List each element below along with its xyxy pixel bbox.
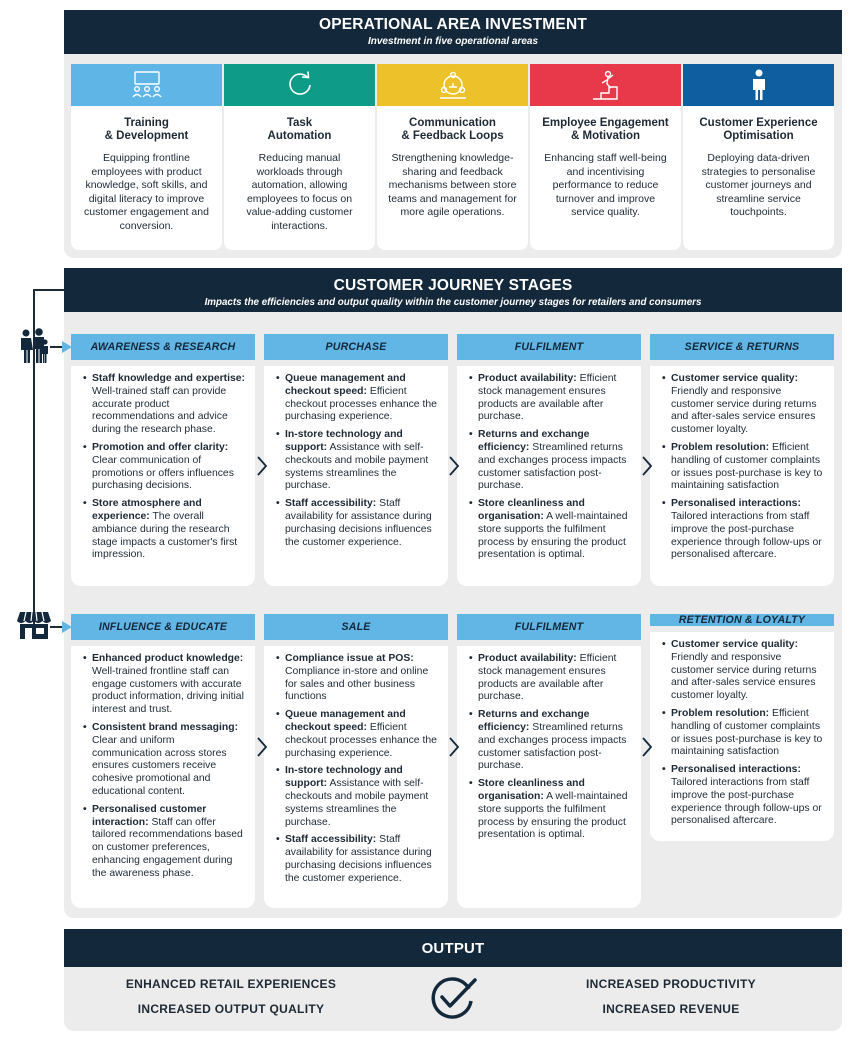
stage-item xyxy=(465,709,633,773)
item-text: Tailored interactions from staff improve the post-purchase experience through follow-ups or personalised aftercare. xyxy=(671,510,822,561)
output-enhanced-experiences: ENHANCED RETAIL EXPERIENCES xyxy=(125,977,337,991)
area-title-text: Task Automation xyxy=(267,117,332,142)
item-text: Streamlined returns and exchanges process impacts customer satisfaction post-purchase. xyxy=(478,721,627,772)
item-label: Queue management and checkout speed: xyxy=(285,709,406,733)
stage-items xyxy=(465,373,633,562)
stage-item xyxy=(465,653,633,704)
stage-title: SALE xyxy=(264,614,448,640)
stage-item xyxy=(79,442,247,493)
item-text: A well-maintained store supports the fulfilment process by ensuring the product presentation is optimal. xyxy=(478,790,628,841)
item-label: Problem resolution: xyxy=(671,707,770,719)
area-title xyxy=(377,117,528,142)
stage-items xyxy=(272,653,440,886)
item-text: Efficient handling of customer complaints or issues post-purchase is key to maintaining satisfaction xyxy=(671,441,823,492)
chevron-right-icon xyxy=(642,456,652,476)
area-card xyxy=(224,64,375,250)
stage-item xyxy=(465,498,633,562)
stage-body xyxy=(650,632,834,841)
area-description: Equipping frontline employees with product knowledge, soft skills, and digital literacy to improve customer engagement and conversion. xyxy=(84,152,209,232)
stage-item xyxy=(79,498,247,562)
area-description: Strengthening knowledge-sharing and feedback mechanisms between store teams and management for more agile operations. xyxy=(388,152,517,219)
stage-card xyxy=(71,614,255,908)
item-label: Product availability: xyxy=(478,653,577,664)
stage-card xyxy=(457,614,641,908)
area-title xyxy=(224,117,375,142)
stage-item xyxy=(658,708,826,759)
stage-item xyxy=(272,765,440,829)
item-label: Customer service quality: xyxy=(671,639,799,650)
item-label: Store atmosphere and experience: xyxy=(92,498,202,522)
stage-body xyxy=(264,366,448,586)
area-icon-box xyxy=(530,64,681,106)
climbing-stairs-icon xyxy=(591,69,621,101)
item-text: Staff availability for assistance during purchasing decisions influences the customer experience. xyxy=(285,834,432,884)
area-card xyxy=(71,64,222,250)
investment-header xyxy=(64,10,842,54)
item-text: Efficient stock management ensures products are available after purchase. xyxy=(478,373,617,423)
stage-item xyxy=(272,834,440,885)
item-label: In-store technology and support: xyxy=(285,765,403,790)
stage-item xyxy=(272,653,440,704)
stage-title: FULFILMENT xyxy=(457,614,641,640)
item-text: Well-trained staff can provide accurate product recommendations and advice during the research phase. xyxy=(92,385,228,436)
item-text: Efficient handling of customer complaints or issues post-purchase is key to maintaining satisfaction xyxy=(671,707,823,758)
output-title: OUTPUT xyxy=(421,940,485,957)
output-increased-productivity: INCREASED PRODUCTIVITY xyxy=(586,977,756,991)
item-label: Returns and exchange efficiency: xyxy=(478,709,590,733)
item-text: Well-trained frontline staff can engage customers with accurate product information, driving initial interest and trust. xyxy=(92,665,244,716)
item-label: Problem resolution: xyxy=(671,441,770,453)
item-text: Staff availability for assistance during purchasing decisions influences the customer experience. xyxy=(285,498,432,548)
chevron-right-icon xyxy=(449,456,459,476)
refresh-arrow-icon xyxy=(285,70,315,100)
item-label: Promotion and offer clarity: xyxy=(92,441,229,453)
area-description: Enhancing staff well-being and incentivising performance to reduce turnover and improve service quality. xyxy=(544,152,667,219)
item-text: Efficient stock management ensures products are available after purchase. xyxy=(478,653,617,703)
area-card xyxy=(377,64,528,250)
investment-areas xyxy=(71,64,834,250)
area-icon-box xyxy=(224,64,375,106)
investment-title: OPERATIONAL AREA INVESTMENT xyxy=(318,16,588,33)
stage-item xyxy=(272,498,440,549)
journey-subtitle: Impacts the efficiencies and output quality within the customer journey stages for retailers and consumers xyxy=(204,297,702,308)
stage-body xyxy=(264,646,448,908)
stage-body xyxy=(650,366,834,586)
training-people-icon xyxy=(130,71,164,99)
item-label: Staff accessibility: xyxy=(285,498,377,510)
item-text: Staff can offer tailored recommendations based on customer preferences, enhancing engagement during the awareness phase. xyxy=(92,816,243,879)
area-card xyxy=(530,64,681,250)
item-text: Efficient checkout processes enhance the purchasing experience. xyxy=(285,721,437,759)
chevron-right-icon xyxy=(449,737,459,757)
item-text: Efficient checkout processes enhance the purchasing experience. xyxy=(285,385,437,423)
item-label: Personalised interactions: xyxy=(671,764,801,776)
stage-card xyxy=(457,334,641,586)
area-title xyxy=(683,117,834,142)
consumers-family-icon xyxy=(17,328,51,364)
item-label: Queue management and checkout speed: xyxy=(285,373,406,397)
stage-title: FULFILMENT xyxy=(457,334,641,360)
store-icon xyxy=(17,610,51,640)
stage-title: SERVICE & RETURNS xyxy=(650,334,834,360)
item-text: Tailored interactions from staff improve the post-purchase experience through follow-ups or personalised aftercare. xyxy=(671,776,822,827)
item-text: Clear communication of promotions or offers influences purchasing decisions. xyxy=(92,454,234,492)
stage-card xyxy=(71,334,255,586)
item-label: Customer service quality: xyxy=(671,373,799,384)
stage-card xyxy=(650,334,834,586)
stage-body xyxy=(457,646,641,908)
area-title xyxy=(530,117,681,142)
area-title-text: Employee Engagement & Motivation xyxy=(542,117,669,142)
stage-item xyxy=(658,764,826,828)
stage-title: INFLUENCE & EDUCATE xyxy=(71,614,255,640)
area-description: Reducing manual workloads through automation, allowing employees to focus on value-adding customer interactions. xyxy=(246,152,353,232)
stage-item xyxy=(79,804,247,881)
stage-items xyxy=(658,639,826,828)
stage-body xyxy=(71,646,255,908)
item-text: Streamlined returns and exchanges process impacts customer satisfaction post-purchase. xyxy=(478,441,627,492)
output-increased-quality: INCREASED OUTPUT QUALITY xyxy=(137,1002,325,1016)
item-label: Product availability: xyxy=(478,373,577,384)
item-text: Compliance in-store and online for sales and other business functions xyxy=(285,665,429,703)
stage-title: PURCHASE xyxy=(264,334,448,360)
stage-card xyxy=(264,334,448,586)
item-label: Store cleanliness and organisation: xyxy=(478,778,585,802)
stage-items xyxy=(658,373,826,562)
chevron-right-icon xyxy=(257,456,267,476)
item-label: Consistent brand messaging: xyxy=(92,721,239,733)
item-text: The overall ambiance during the research stage impacts a customer's first impression. xyxy=(92,510,238,561)
stage-items xyxy=(79,653,247,881)
stage-item xyxy=(272,709,440,760)
item-text: Assistance with self-checkouts and mobile payment systems streamlines the purchase. xyxy=(285,778,429,828)
stage-item xyxy=(272,429,440,493)
chevron-right-icon xyxy=(642,737,652,757)
journey-header xyxy=(64,268,842,312)
item-label: Store cleanliness and organisation: xyxy=(478,498,585,522)
stage-item xyxy=(79,373,247,437)
item-label: Staff knowledge and expertise: xyxy=(92,373,246,384)
item-label: Personalised customer interaction: xyxy=(92,803,207,828)
stage-title: RETENTION & LOYALTY xyxy=(650,614,834,626)
stage-item xyxy=(79,722,247,799)
stage-item xyxy=(658,498,826,562)
area-card xyxy=(683,64,834,250)
investment-subtitle: Investment in five operational areas xyxy=(367,36,539,47)
item-label: Compliance issue at POS: xyxy=(285,653,414,664)
stage-item xyxy=(79,653,247,717)
area-title xyxy=(71,117,222,142)
stage-item xyxy=(658,639,826,703)
stage-title: AWARENESS & RESEARCH xyxy=(71,334,255,360)
area-icon-box xyxy=(71,64,222,106)
stage-item xyxy=(465,429,633,493)
stage-item xyxy=(658,442,826,493)
stage-card xyxy=(650,614,834,834)
item-label: Personalised interactions: xyxy=(671,498,801,510)
stage-card xyxy=(264,614,448,908)
stage-item xyxy=(272,373,440,424)
stage-body xyxy=(71,366,255,586)
journey-title: CUSTOMER JOURNEY STAGES xyxy=(333,277,573,294)
item-text: Friendly and responsive customer service during returns and after-sales service ensures customer loyalty. xyxy=(671,385,817,436)
item-text: Clear and uniform communication across stores ensures customers receive cohesive promotional and educational content. xyxy=(92,734,227,797)
item-text: Assistance with self-checkouts and mobile payment systems streamlines the purchase. xyxy=(285,441,429,492)
item-label: Returns and exchange efficiency: xyxy=(478,429,590,453)
stage-item xyxy=(658,373,826,437)
stage-items xyxy=(79,373,247,562)
connector-top xyxy=(33,289,64,291)
stage-item xyxy=(465,778,633,842)
checkmark-badge-icon xyxy=(429,975,479,1021)
retailer-stage-row xyxy=(71,614,834,908)
stage-items xyxy=(465,653,633,842)
stage-body xyxy=(457,366,641,586)
feedback-network-icon xyxy=(437,70,469,100)
stage-items xyxy=(272,373,440,549)
area-description: Deploying data-driven strategies to personalise customer journeys and streamline service touchpoints. xyxy=(701,152,816,219)
item-text: Friendly and responsive customer service during returns and after-sales service ensures customer loyalty. xyxy=(671,651,817,702)
area-icon-box xyxy=(377,64,528,106)
area-icon-box xyxy=(683,64,834,106)
area-title-text: Communication & Feedback Loops xyxy=(401,117,504,142)
output-increased-revenue: INCREASED REVENUE xyxy=(602,1002,740,1016)
chevron-right-icon xyxy=(257,737,267,757)
item-text: A well-maintained store supports the fulfilment process by ensuring the product presentation is optimal. xyxy=(478,510,628,561)
item-label: Enhanced product knowledge: xyxy=(92,653,244,664)
item-label: In-store technology and support: xyxy=(285,429,403,453)
area-title-text: Customer Experience Optimisation xyxy=(699,117,818,142)
area-title-text: Training & Development xyxy=(104,117,189,142)
person-icon xyxy=(749,69,769,101)
item-label: Staff accessibility: xyxy=(285,834,377,846)
stage-item xyxy=(465,373,633,424)
output-header xyxy=(64,929,842,967)
